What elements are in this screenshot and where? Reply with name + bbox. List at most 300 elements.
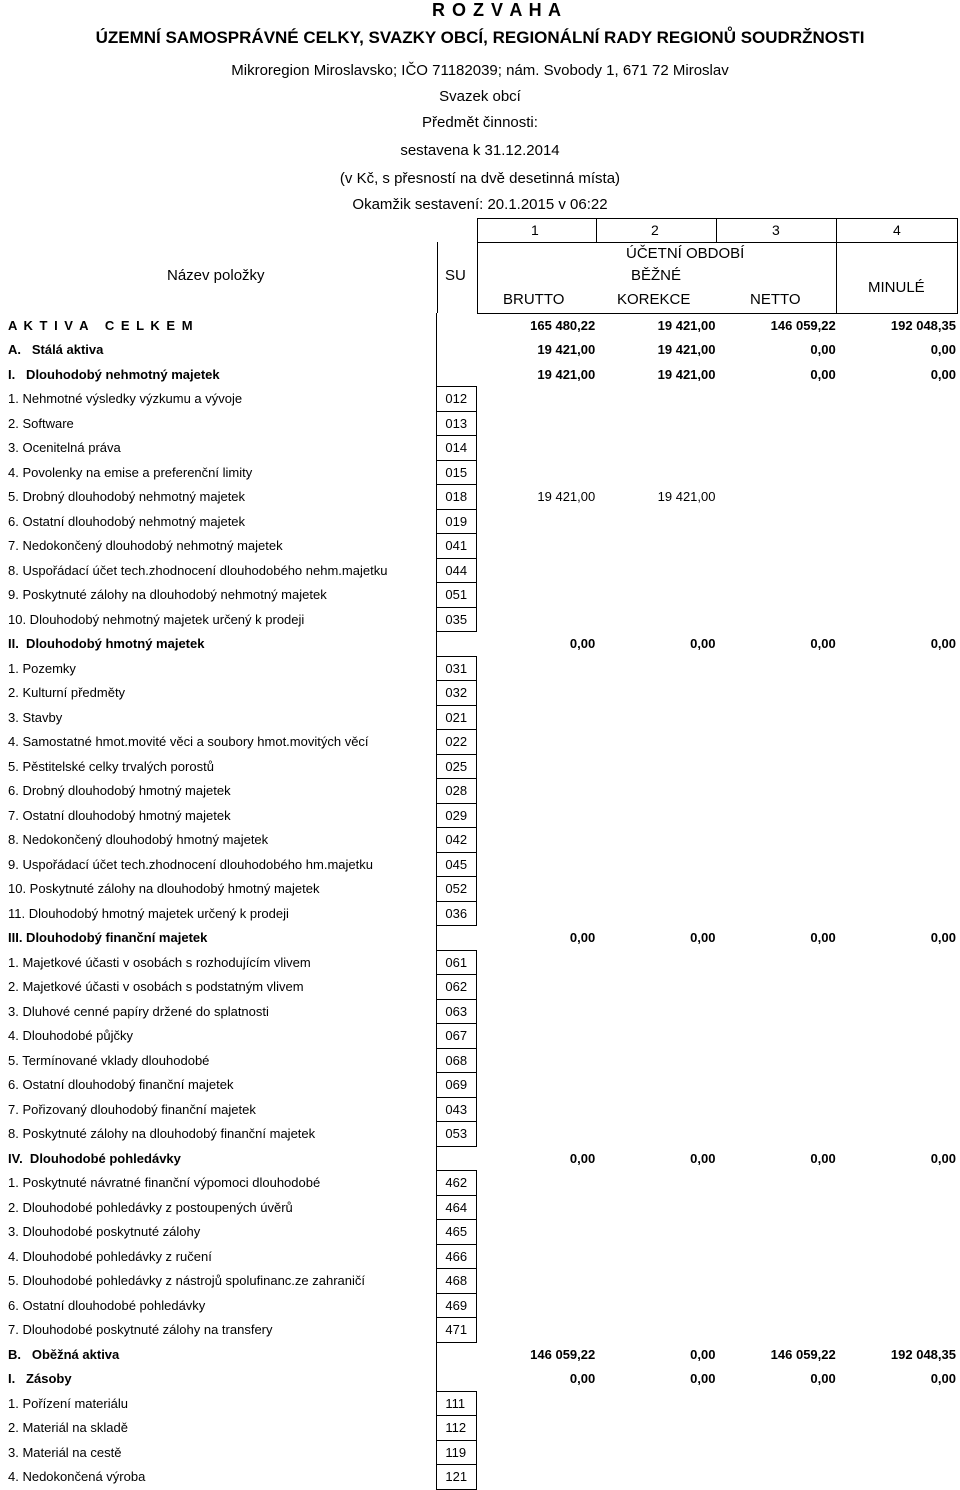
table-row (0, 852, 958, 877)
table-row (0, 387, 958, 412)
row-su: 043 (437, 1097, 477, 1122)
section-row (0, 1367, 958, 1392)
section-row (0, 338, 958, 363)
row-su: 031 (437, 656, 477, 681)
table-row (0, 1220, 958, 1245)
header-rule-top (477, 218, 958, 219)
row-su: 015 (437, 460, 477, 485)
row-su: 062 (437, 975, 477, 1000)
row-brutto (477, 1293, 597, 1318)
activity-label: Předmět činnosti: (422, 114, 538, 131)
row-brutto (477, 583, 597, 608)
row-minule (838, 387, 958, 412)
row-minule (838, 1220, 958, 1245)
table-row (0, 1122, 958, 1147)
row-su: 111 (437, 1391, 477, 1416)
row-netto (717, 607, 837, 632)
row-su: 468 (437, 1269, 477, 1294)
row-name: 5. Termínované vklady dlouhodobé (8, 1052, 210, 1068)
row-korekce: 19 421,00 (657, 489, 716, 505)
header-divider-su (477, 218, 478, 313)
row-netto (717, 387, 837, 412)
row-su: 012 (437, 387, 477, 412)
row-minule (838, 852, 958, 877)
row-name: 4. Dlouhodobé pohledávky z ručení (8, 1248, 212, 1264)
row-name: 3. Dlouhodobé poskytnuté zálohy (8, 1224, 201, 1240)
row-name: 5. Drobný dlouhodobý nehmotný majetek (8, 489, 246, 505)
table-row (0, 436, 958, 461)
row-korekce (597, 387, 717, 412)
row-minule (838, 436, 958, 461)
row-su: 032 (437, 681, 477, 706)
row-brutto (477, 779, 597, 804)
row-brutto (477, 1048, 597, 1073)
row-brutto (477, 411, 597, 436)
row-brutto (477, 901, 597, 926)
row-minule (838, 1391, 958, 1416)
table-row (0, 950, 958, 975)
table-row (0, 803, 958, 828)
row-korekce (597, 1269, 717, 1294)
row-minule (838, 485, 958, 510)
row-minule (838, 779, 958, 804)
row-netto (717, 975, 837, 1000)
row-su: 067 (437, 1024, 477, 1049)
row-name: 11. Dlouhodobý hmotný majetek určený k prodeji (8, 905, 289, 921)
section-row (0, 632, 958, 657)
row-minule (838, 1195, 958, 1220)
row-netto: 0,00 (810, 1150, 836, 1166)
row-name: 3. Dluhové cenné papíry držené do splatnosti (8, 1003, 269, 1019)
row-minule (838, 1293, 958, 1318)
row-korekce (597, 607, 717, 632)
row-name: 2. Materiál na skladě (8, 1420, 128, 1436)
row-brutto: 0,00 (569, 930, 596, 946)
row-netto (717, 1440, 837, 1465)
row-su: 045 (437, 852, 477, 877)
row-brutto (477, 1171, 597, 1196)
row-brutto: 146 059,22 (530, 1346, 596, 1362)
row-brutto (477, 558, 597, 583)
row-minule (838, 950, 958, 975)
header-divider-name (437, 242, 438, 313)
row-netto: 146 059,22 (770, 1346, 836, 1362)
row-name: 1. Poskytnuté návratné finanční výpomoci dlouhodobé (8, 1175, 321, 1191)
row-su: 119 (437, 1440, 477, 1465)
row-korekce (597, 901, 717, 926)
col-num-2: 2 (651, 222, 659, 238)
row-su (437, 1367, 477, 1392)
row-name: 5. Dlouhodobé pohledávky z nástrojů spolufinanc.ze zahraničí (8, 1273, 366, 1289)
row-minule (838, 1244, 958, 1269)
row-minule (838, 509, 958, 534)
row-minule (838, 754, 958, 779)
col-previous-header: MINULÉ (868, 279, 925, 296)
row-name: 5. Pěstitelské celky trvalých porostů (8, 758, 214, 774)
row-name: 7. Ostatní dlouhodobý hmotný majetek (8, 807, 231, 823)
row-korekce (597, 1416, 717, 1441)
table-row (0, 1269, 958, 1294)
col-num-3: 3 (772, 222, 780, 238)
row-name: 1. Pozemky (8, 660, 76, 676)
row-brutto (477, 1122, 597, 1147)
row-netto (717, 852, 837, 877)
row-netto (717, 1391, 837, 1416)
row-netto (717, 681, 837, 706)
row-name: 2. Software (8, 415, 74, 431)
row-brutto (477, 1024, 597, 1049)
row-name: 7. Dlouhodobé poskytnuté zálohy na transfery (8, 1322, 273, 1338)
table-row (0, 1293, 958, 1318)
row-name: 2. Dlouhodobé pohledávky z postoupených úvěrů (8, 1199, 293, 1215)
row-netto (717, 779, 837, 804)
row-korekce (597, 730, 717, 755)
row-netto (717, 509, 837, 534)
row-korekce (597, 681, 717, 706)
row-netto (717, 1122, 837, 1147)
row-netto (717, 754, 837, 779)
row-minule (838, 828, 958, 853)
row-netto: 0,00 (810, 636, 836, 652)
row-minule: 0,00 (930, 636, 956, 652)
row-minule (838, 460, 958, 485)
row-su: 063 (437, 999, 477, 1024)
row-korekce (597, 534, 717, 559)
table-row (0, 1465, 958, 1490)
row-korekce: 0,00 (690, 1150, 716, 1166)
col-korekce-header: KOREKCE (617, 291, 691, 308)
col-num-1: 1 (531, 222, 539, 238)
row-name: 4. Samostatné hmot.movité věci a soubory hmot.movitých věcí (8, 734, 369, 750)
row-netto (717, 1220, 837, 1245)
row-name: II. Dlouhodobý hmotný majetek (8, 636, 205, 652)
section-row (0, 1146, 958, 1171)
row-netto (717, 411, 837, 436)
row-korekce (597, 1293, 717, 1318)
row-minule (838, 1024, 958, 1049)
row-su: 121 (437, 1465, 477, 1490)
row-korekce (597, 1220, 717, 1245)
row-korekce (597, 656, 717, 681)
row-su: 028 (437, 779, 477, 804)
row-brutto (477, 828, 597, 853)
row-brutto (477, 877, 597, 902)
row-su: 042 (437, 828, 477, 853)
row-brutto (477, 1269, 597, 1294)
row-minule (838, 1048, 958, 1073)
row-su: 021 (437, 705, 477, 730)
row-netto (717, 705, 837, 730)
row-netto (717, 1269, 837, 1294)
row-netto (717, 877, 837, 902)
row-minule (838, 1073, 958, 1098)
row-korekce (597, 1073, 717, 1098)
row-su (437, 1146, 477, 1171)
row-name: A. Stálá aktiva (8, 342, 104, 358)
table-row (0, 681, 958, 706)
row-minule (838, 1318, 958, 1343)
row-su: 465 (437, 1220, 477, 1245)
row-minule (838, 803, 958, 828)
table-row (0, 411, 958, 436)
row-netto (717, 436, 837, 461)
row-name: 4. Dlouhodobé půjčky (8, 1028, 134, 1044)
row-korekce (597, 852, 717, 877)
row-name: 8. Uspořádací účet tech.zhodnocení dlouhodobého nehm.majetku (8, 562, 388, 578)
row-minule (838, 1465, 958, 1490)
row-name: 6. Ostatní dlouhodobý nehmotný majetek (8, 513, 246, 529)
row-korekce (597, 436, 717, 461)
table-row (0, 656, 958, 681)
row-su (437, 362, 477, 387)
col-num-4: 4 (893, 222, 901, 238)
row-korekce (597, 803, 717, 828)
row-su (437, 1342, 477, 1367)
row-name: 1. Majetkové účasti v osobách s rozhodujícím vlivem (8, 954, 311, 970)
row-minule (838, 681, 958, 706)
balance-rows (0, 313, 958, 1489)
table-row (0, 1171, 958, 1196)
row-korekce (597, 558, 717, 583)
row-korekce (597, 583, 717, 608)
table-row (0, 1195, 958, 1220)
table-row (0, 534, 958, 559)
row-su: 462 (437, 1171, 477, 1196)
row-name: 10. Dlouhodobý nehmotný majetek určený k prodeji (8, 611, 305, 627)
row-netto (717, 1293, 837, 1318)
row-minule: 0,00 (930, 1150, 956, 1166)
row-brutto: 0,00 (569, 1150, 596, 1166)
row-minule: 192 048,35 (890, 317, 956, 333)
row-netto (717, 1171, 837, 1196)
row-netto (717, 460, 837, 485)
row-name: 1. Pořízení materiálu (8, 1395, 128, 1411)
row-korekce (597, 1195, 717, 1220)
row-korekce (597, 975, 717, 1000)
row-netto (717, 1048, 837, 1073)
row-su (437, 338, 477, 363)
row-netto (717, 1318, 837, 1343)
row-netto (717, 558, 837, 583)
row-brutto (477, 1244, 597, 1269)
report-subtitle: ÚZEMNÍ SAMOSPRÁVNÉ CELKY, SVAZKY OBCÍ, REGIONÁLNÍ RADY REGIONŮ SOUDRŽNOSTI (95, 28, 865, 47)
row-su: 035 (437, 607, 477, 632)
row-su: 044 (437, 558, 477, 583)
row-name: 3. Ocenitelná práva (8, 440, 121, 456)
section-row (0, 926, 958, 951)
row-su: 471 (437, 1318, 477, 1343)
table-row (0, 1318, 958, 1343)
row-korekce (597, 1171, 717, 1196)
row-brutto (477, 803, 597, 828)
row-netto (717, 950, 837, 975)
row-netto (717, 534, 837, 559)
row-korekce: 0,00 (690, 636, 716, 652)
row-su: 025 (437, 754, 477, 779)
row-brutto (477, 1195, 597, 1220)
row-brutto (477, 999, 597, 1024)
row-netto (717, 656, 837, 681)
row-korekce (597, 950, 717, 975)
row-su (437, 632, 477, 657)
row-minule: 192 048,35 (890, 1346, 956, 1362)
row-netto (717, 1073, 837, 1098)
row-korekce: 0,00 (690, 1346, 716, 1362)
row-korekce: 19 421,00 (657, 342, 716, 358)
row-netto (717, 803, 837, 828)
row-brutto: 165 480,22 (530, 317, 596, 333)
table-row (0, 901, 958, 926)
row-korekce (597, 779, 717, 804)
row-korekce (597, 1048, 717, 1073)
row-korekce: 0,00 (690, 1371, 716, 1387)
row-minule: 0,00 (930, 366, 956, 382)
row-netto (717, 1024, 837, 1049)
entity-type: Svazek obcí (439, 88, 521, 105)
row-korekce (597, 1097, 717, 1122)
table-row (0, 999, 958, 1024)
units-note: (v Kč, s přesností na dvě desetinná místa) (339, 170, 621, 187)
row-brutto (477, 1391, 597, 1416)
table-row (0, 1416, 958, 1441)
report-date: sestavena k 31.12.2014 (400, 142, 560, 159)
row-korekce (597, 1318, 717, 1343)
row-name: 9. Uspořádací účet tech.zhodnocení dlouhodobého hm.majetku (8, 856, 373, 872)
row-su: 466 (437, 1244, 477, 1269)
row-minule (838, 607, 958, 632)
row-netto (717, 828, 837, 853)
row-netto: 0,00 (810, 366, 836, 382)
row-minule: 0,00 (930, 1371, 956, 1387)
table-row (0, 509, 958, 534)
col-current-header: BĚŽNÉ (631, 267, 682, 284)
row-name: 2. Majetkové účasti v osobách s podstatným vlivem (8, 979, 304, 995)
row-korekce (597, 509, 717, 534)
table-row (0, 1024, 958, 1049)
row-korekce (597, 1244, 717, 1269)
row-korekce (597, 1122, 717, 1147)
row-brutto (477, 1440, 597, 1465)
header-divider-n12 (596, 218, 597, 242)
table-row (0, 1048, 958, 1073)
row-su: 053 (437, 1122, 477, 1147)
row-minule: 0,00 (930, 930, 956, 946)
row-netto (717, 485, 837, 510)
row-brutto: 0,00 (569, 1371, 596, 1387)
row-name: 6. Ostatní dlouhodobý finanční majetek (8, 1077, 234, 1093)
row-brutto (477, 681, 597, 706)
row-name: 9. Poskytnuté zálohy na dlouhodobý nehmotný majetek (8, 587, 327, 603)
row-minule: 0,00 (930, 342, 956, 358)
row-name: 6. Ostatní dlouhodobé pohledávky (8, 1297, 206, 1313)
row-name: 2. Kulturní předměty (8, 685, 126, 701)
row-su: 013 (437, 411, 477, 436)
table-row (0, 877, 958, 902)
row-korekce (597, 1465, 717, 1490)
row-brutto (477, 1318, 597, 1343)
row-brutto: 19 421,00 (537, 342, 596, 358)
row-minule (838, 705, 958, 730)
table-row (0, 705, 958, 730)
row-netto (717, 1244, 837, 1269)
row-name: 7. Nedokončený dlouhodobý nehmotný majetek (8, 538, 283, 554)
table-row (0, 558, 958, 583)
row-name: I. Dlouhodobý nehmotný majetek (8, 366, 220, 382)
row-name: I. Zásoby (8, 1371, 72, 1387)
row-minule (838, 877, 958, 902)
section-row (0, 362, 958, 387)
row-netto: 0,00 (810, 1371, 836, 1387)
row-name: 6. Drobný dlouhodobý hmotný majetek (8, 783, 231, 799)
row-name: 4. Povolenky na emise a preferenční limity (8, 464, 253, 480)
row-name: III. Dlouhodobý finanční majetek (8, 930, 208, 946)
row-netto (717, 1097, 837, 1122)
row-brutto (477, 1073, 597, 1098)
row-brutto (477, 534, 597, 559)
table-row (0, 1440, 958, 1465)
row-brutto (477, 656, 597, 681)
row-name: 8. Poskytnuté zálohy na dlouhodobý finanční majetek (8, 1126, 316, 1142)
row-name: 10. Poskytnuté zálohy na dlouhodobý hmotný majetek (8, 881, 320, 897)
row-su: 051 (437, 583, 477, 608)
row-minule (838, 1440, 958, 1465)
row-name: IV. Dlouhodobé pohledávky (8, 1150, 181, 1166)
row-korekce (597, 999, 717, 1024)
row-brutto: 0,00 (569, 636, 596, 652)
row-minule (838, 1122, 958, 1147)
row-korekce (597, 877, 717, 902)
col-period-header: ÚČETNÍ OBDOBÍ (626, 245, 745, 262)
row-korekce (597, 1391, 717, 1416)
row-su (437, 313, 477, 338)
table-row (0, 583, 958, 608)
row-su: 019 (437, 509, 477, 534)
row-korekce: 19 421,00 (657, 317, 716, 333)
row-brutto (477, 1097, 597, 1122)
col-name-header: Název položky (167, 267, 265, 284)
row-brutto (477, 975, 597, 1000)
row-minule (838, 975, 958, 1000)
row-brutto: 19 421,00 (537, 366, 596, 382)
row-netto (717, 583, 837, 608)
table-row (0, 607, 958, 632)
row-korekce (597, 754, 717, 779)
report-title: R O Z V A H A (432, 0, 562, 20)
row-brutto (477, 387, 597, 412)
table-row (0, 485, 958, 510)
table-row (0, 1073, 958, 1098)
row-su: 068 (437, 1048, 477, 1073)
row-brutto (477, 730, 597, 755)
balance-table (0, 313, 958, 1490)
row-korekce (597, 1024, 717, 1049)
row-netto: 0,00 (810, 930, 836, 946)
header-rule-nums (477, 242, 958, 243)
row-brutto: 19 421,00 (537, 489, 596, 505)
row-brutto (477, 460, 597, 485)
row-minule (838, 730, 958, 755)
entity-info: Mikroregion Miroslavsko; IČO 71182039; nám. Svobody 1, 671 72 Miroslav (231, 62, 729, 79)
table-row (0, 730, 958, 755)
table-row (0, 1391, 958, 1416)
row-minule (838, 999, 958, 1024)
col-netto-header: NETTO (750, 291, 801, 308)
row-korekce: 0,00 (690, 930, 716, 946)
row-minule (838, 1416, 958, 1441)
row-name: B. Oběžná aktiva (8, 1346, 120, 1362)
row-netto: 146 059,22 (770, 317, 836, 333)
compiled-at: Okamžik sestavení: 20.1.2015 v 06:22 (352, 196, 608, 213)
